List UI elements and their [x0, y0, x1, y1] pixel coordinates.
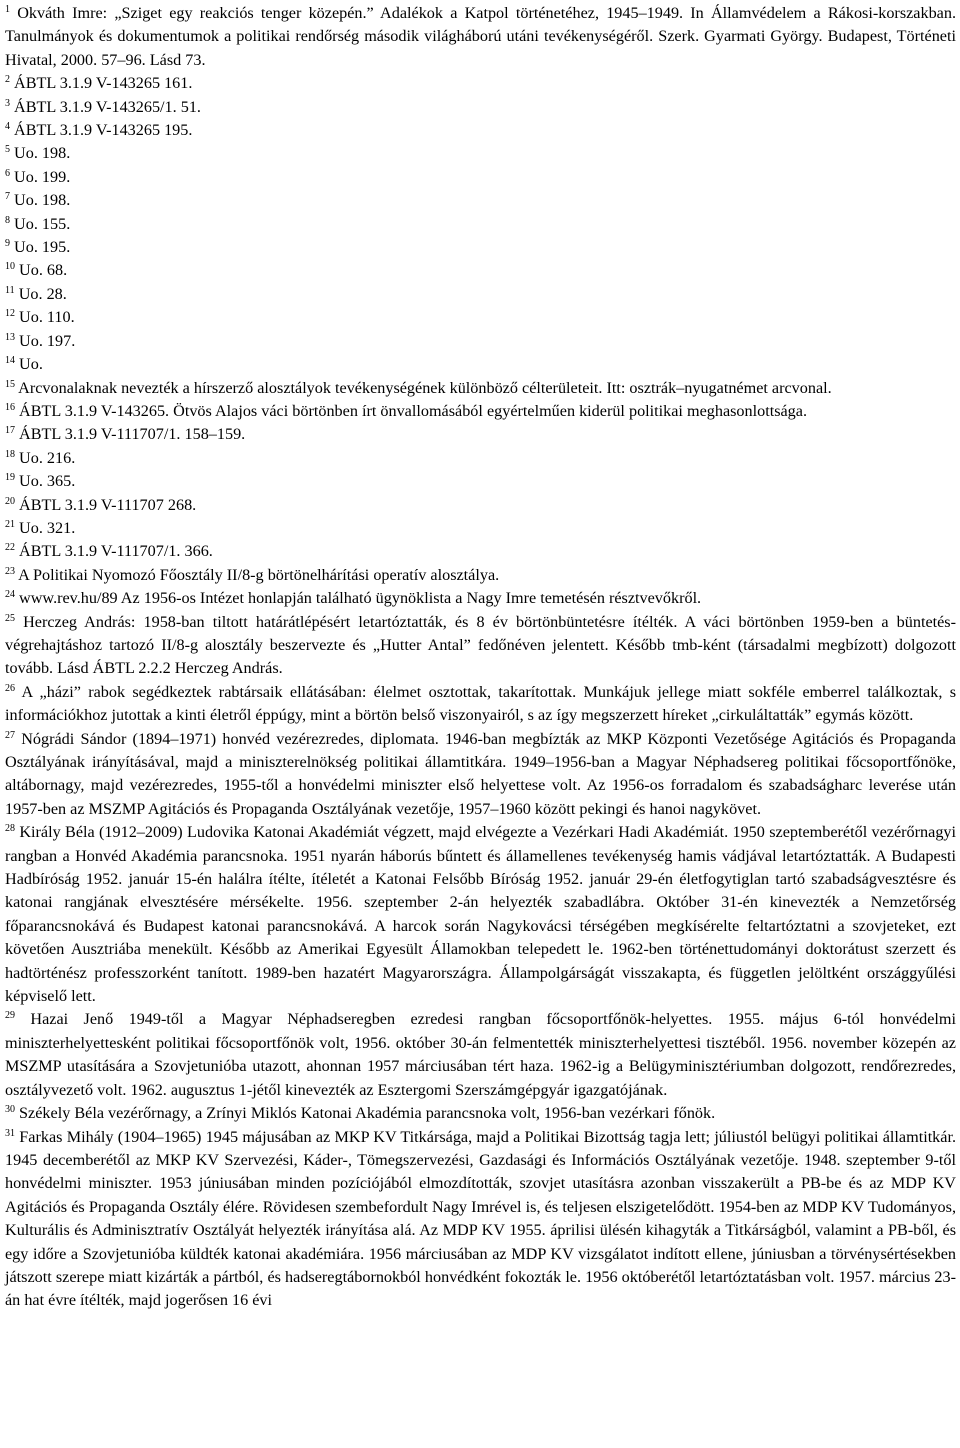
footnote-number: 11	[5, 284, 15, 296]
footnote-text: Uo.	[19, 355, 43, 374]
footnote-number: 13	[5, 331, 15, 343]
footnote-number: 8	[5, 214, 10, 226]
footnote-text: ÁBTL 3.1.9 V-143265 195.	[14, 121, 193, 140]
footnote-text: Uo. 197.	[19, 331, 76, 350]
footnote-text: ÁBTL 3.1.9 V-143265/1. 51.	[14, 97, 201, 116]
footnote-number: 22	[5, 542, 15, 554]
footnote-number: 14	[5, 355, 15, 367]
footnote-text: Uo. 68.	[19, 261, 68, 280]
footnote-number: 25	[5, 612, 15, 624]
footnote-text: Uo. 199.	[14, 167, 71, 186]
footnote-number: 18	[5, 448, 15, 460]
footnote	[5, 400, 956, 423]
footnote	[5, 142, 956, 165]
footnote	[5, 330, 956, 353]
footnote-text: Uo. 110.	[19, 308, 75, 327]
footnote-number: 5	[5, 144, 10, 156]
footnote-text: Uo. 195.	[14, 238, 71, 257]
footnote-text: ÁBTL 3.1.9 V-111707/1. 158–159.	[19, 425, 246, 444]
footnote	[5, 1102, 956, 1125]
footnote-text: Király Béla (1912–2009) Ludovika Katonai Akadémiát végzett, majd elvégezte a Vezérkari Hadi Akadémiát. 1950 szeptemberétől vezérőrnagyi rangban a Honvéd Akadémia parancsnoka. 1951 nyarán háborús bűntett és államellenes tevékenység hamis vádjával letartóztatták. A Budapesti Hadbíróság 1952. január 15-én halálra ítélte, ítéletét a Katonai Felsőbb Bíróság 1952. január 29-én életfogytiglan tartó szabadságvesztésre és katonai rangjának elvesztésére mérsékelte. 1956. szeptember 2-án helyezték szabadlábra. Október 31-én kinevezték a Nemzetőrség főparancsnokává és Budapest katonai parancsnokává. A harcok során Nagykovácsi térségében megkísérelte feltartóztatni a szovjeteket, ezt követően Ausztriába menekült. Később az Amerikai Egyesült Államokban telepedett le. 1962-ben történettudományi doktorátust szerzett és hadtörténész professzorként tanított. 1989-ben hazatért Magyarországra. Állampolgárságát visszakapta, és független jelöltként országgyűlési képviselő lett.	[5, 823, 957, 1006]
footnote-number: 30	[5, 1104, 15, 1116]
footnote-number: 15	[5, 378, 15, 390]
footnote	[5, 611, 956, 681]
footnote	[5, 681, 956, 728]
footnote	[5, 447, 956, 470]
footnote-text: Székely Béla vezérőrnagy, a Zrínyi Miklós Katonai Akadémia parancsnoka volt, 1956-ban vezérkari főnök.	[19, 1104, 716, 1123]
footnote-text: ÁBTL 3.1.9 V-143265. Ötvös Alajos váci börtönben írt önvallomásából egyértelműen kiderül politikai meghasonlottsága.	[19, 401, 808, 420]
footnote	[5, 189, 956, 212]
footnote-number: 6	[5, 167, 10, 179]
footnote	[5, 306, 956, 329]
footnote	[5, 821, 956, 1008]
footnote-text: Hazai Jenő 1949-től a Magyar Néphadseregben ezredesi rangban főcsoportfőnök-helyettes. 1955. május 6-tól honvédelmi miniszterhelyettesként politikai főcsoportfőnök volt, 1956. október 30-án felmentették miniszterhelyettesi tisztéből. 1956. november közepén az MSZMP utasítására a Szovjetunióba utazott, ahonnan 1957 márciusában tért haza. 1962-ig a Belügyminisztériumban dolgozott, rendőrezredes, osztályvezető volt. 1962. augusztus 1-jétől kinevezték az Esztergomi Szerszámgépgyár igazgatójának.	[5, 1010, 956, 1099]
footnote-number: 21	[5, 518, 15, 530]
footnote-number: 29	[5, 1010, 15, 1022]
footnote-number: 23	[5, 565, 15, 577]
footnote-number: 24	[5, 589, 15, 601]
footnote-text: Uo. 155.	[14, 214, 71, 233]
footnote-number: 1	[5, 4, 10, 15]
footnote-text: Farkas Mihály (1904–1965) 1945 májusában az MKP KV Titkársága, majd a Politikai Bizottság tagja lett; júliustól belügyi politikai államtitkár. 1945 decemberétől az MKP KV Szervezési, Káder-, Tömegszervezési, Gazdasági és Információs Osztályának vezetője. 1948. szeptember 9-től honvédelmi miniszter. 1953 júniusában minden pozíciójából elmozdították, szovjet utasításra azonban visszakerült a PB-be és az MDP KV Agitációs és Propaganda Osztály élére. Rövidesen szembefordult Nagy Imrével is, és teljesen elszigetelődött. 1954-ben az MDP KV Tudományos, Kulturális és Adminisztratív Osztályát helyezték irányítása alá. Az MDP KV 1955. áprilisi ülésén kihagyták a Titkárságból, valamint a PB-ből, és egy időre a Szovjetunióba küldték katonai akadémiára. 1956 márciusában az MDP KV vizsgálatot indított ellene, júniusban a törvénysértésekben játszott szerepe miatt kizárták a pártból, és hadseregtábornokból honvédként fokozták le. 1956 októberétől letartóztatásban volt. 1957. március 23-án hat évre ítélték, majd jogerősen 16 évi	[5, 1127, 957, 1310]
footnote	[5, 166, 956, 189]
footnote-text: Uo. 198.	[14, 191, 71, 210]
footnote-number: 7	[5, 191, 10, 203]
footnote	[5, 728, 956, 822]
footnote	[5, 377, 956, 400]
footnote-text: www.rev.hu/89 Az 1956-os Intézet honlapján található ügynöklista a Nagy Imre temetésén résztvevőkről.	[19, 589, 702, 608]
footnote	[5, 423, 956, 446]
footnote-number: 10	[5, 261, 15, 273]
footnote-number: 19	[5, 472, 15, 484]
footnote-number: 26	[5, 682, 15, 694]
footnote-text: Uo. 28.	[18, 284, 67, 303]
footnote	[5, 587, 956, 610]
footnote-number: 28	[5, 823, 15, 835]
footnote	[5, 236, 956, 259]
footnote	[5, 2, 956, 72]
footnote	[5, 470, 956, 493]
footnote-text: Uo. 365.	[19, 472, 76, 491]
footnote-text: Uo. 321.	[19, 518, 76, 537]
footnote-text: ÁBTL 3.1.9 V-111707 268.	[19, 495, 197, 514]
footnote-text: Okváth Imre: „Sziget egy reakciós tenger közepén.” Adalékok a Katpol történetéhez, 1945–1949. In Államvédelem a Rákosi-korszakban. Tanulmányok és dokumentumok a politikai rendőrség második világháború utáni tevékenységéről. Szerk. Gyarmati György. Budapest, Történeti Hivatal, 2000. 57–96. Lásd 73.	[5, 4, 956, 69]
footnote-number: 12	[5, 308, 15, 320]
footnote	[5, 213, 956, 236]
footnote-text: Nógrádi Sándor (1894–1971) honvéd vezérezredes, diplomata. 1946-ban megbízták az MKP Központi Vezetősége Agitációs és Propaganda Osztályának irányításával, majd a miniszterelnökség politikai államtitkára. 1949–1956-ban a Magyar Néphadsereg politikai főcsoportfőnöke, altábornagy, majd vezérezredes, 1955-től a honvédelmi miniszter első helyettese volt. Az 1956-os forradalom és szabadságharc leverése után 1957-ben az MSZMP Agitációs és Propaganda Osztályának vezetője, 1957–1960 között pekingi és hanoi nagykövet.	[5, 729, 956, 818]
footnote-text: Arcvonalaknak nevezték a hírszerző alosztályok tevékenységének különböző célterületeit. Itt: osztrák–nyugatnémet arcvonal.	[18, 378, 832, 397]
footnote-number: 27	[5, 729, 15, 741]
footnote	[5, 564, 956, 587]
footnote	[5, 353, 956, 376]
footnote-text: ÁBTL 3.1.9 V-143265 161.	[14, 74, 193, 93]
footnote	[5, 119, 956, 142]
footnote-number: 2	[5, 74, 10, 86]
footnote-text: ÁBTL 3.1.9 V-111707/1. 366.	[19, 542, 213, 561]
footnote	[5, 96, 956, 119]
footnote	[5, 517, 956, 540]
footnote	[5, 494, 956, 517]
footnote-text: Uo. 198.	[14, 144, 71, 163]
footnote-number: 16	[5, 401, 15, 413]
footnote-number: 3	[5, 97, 10, 109]
footnote-number: 9	[5, 238, 10, 250]
footnote	[5, 1008, 956, 1102]
footnote	[5, 72, 956, 95]
footnote	[5, 259, 956, 282]
footnote-text: A Politikai Nyomozó Főosztály II/8-g börtönelhárítási operatív alosztálya.	[18, 565, 500, 584]
footnote-text: Herczeg András: 1958-ban tiltott határátlépésért letartóztatták, és 8 év börtönbüntetésre ítélték. A váci börtönben 1959-ben a büntetés-végrehajtáshoz tartozó II/8-g alosztály beszervezte és „Hutter Antal” fedőnéven jelentett. Később tmb-ként (társadalmi megbízott) dolgozott tovább. Lásd ÁBTL 2.2.2 Herczeg András.	[5, 612, 956, 678]
footnote-number: 20	[5, 495, 15, 507]
footnote	[5, 540, 956, 563]
footnote	[5, 1126, 956, 1313]
footnote-text: A „házi” rabok segédkeztek rabtársaik ellátásában: élelmet osztottak, takarítottak. Munkájuk jellege miatt sokféle emberrel találkoztak, s információkhoz jutottak a kinti életről éppúgy, mint a börtön belső viszonyairól, s az így megszerzett híreket „cirkuláltatták” egymás között.	[5, 682, 956, 725]
footnote-number: 31	[5, 1127, 15, 1139]
footnote-number: 17	[5, 425, 15, 437]
footnote-text: Uo. 216.	[19, 448, 76, 467]
footnote-number: 4	[5, 121, 10, 133]
footnote	[5, 283, 956, 306]
